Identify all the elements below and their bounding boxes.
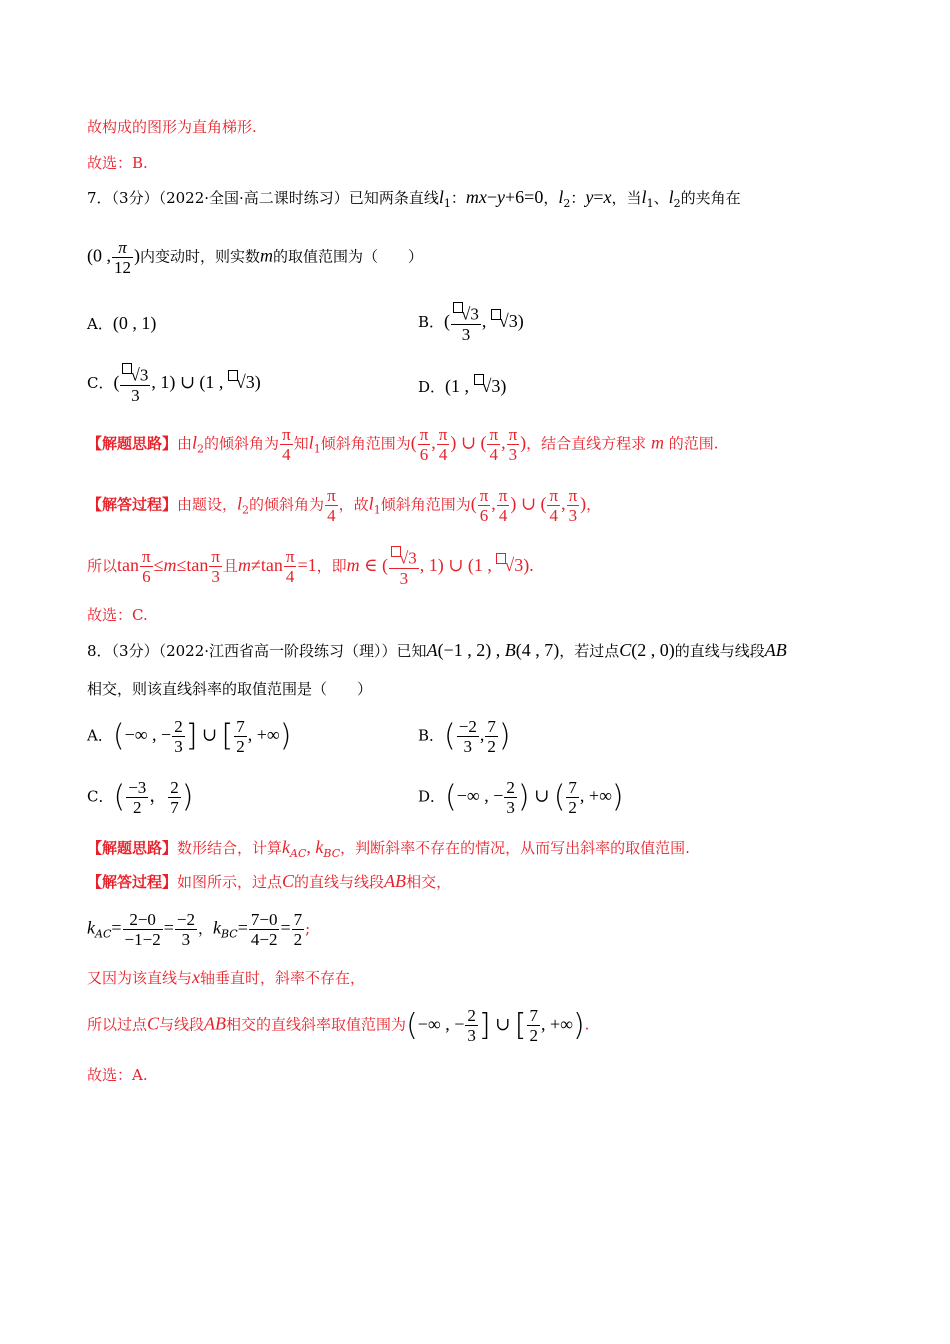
q7-answer: 故选：C. bbox=[87, 606, 148, 624]
q7-option-label: C． bbox=[87, 373, 114, 392]
q8-stem-line2: 相交，则该直线斜率的取值范围是（ ） bbox=[87, 680, 373, 698]
q7-idea-text: 的倾斜角为 bbox=[204, 434, 280, 453]
q7-m: m bbox=[260, 245, 274, 266]
q7-option-label: A． bbox=[87, 315, 113, 333]
q7-score: （3分） bbox=[111, 189, 159, 207]
q7-process-text: ，故 bbox=[338, 495, 369, 514]
q8-option-d[interactable]: D．(−∞ , − $\frac{2}{3}$ ) ∪ ( $\frac{7}{2}$ , +∞) bbox=[418, 778, 624, 817]
q7-process-line1: 【解答过程】由题设，$l_2$的倾斜角为 $\frac{\pi}{4}$ ，故$l_1$倾斜角范围为( $\frac{\pi}{6}$ , $\frac{\pi}{4}$ ) ∪ ( $\frac{\pi}{4}$ , $\frac{\pi}{3}$ )， bbox=[87, 486, 602, 525]
q8-idea-text: ，判断斜率不存在的情况，从而写出斜率的取值范围. bbox=[340, 839, 690, 857]
q7-option-c[interactable]: C．( $\frac{√3}{3}$ , 1) ∪ (1 , √3) bbox=[87, 363, 261, 405]
q8-idea-tag: 【解题思路】 bbox=[87, 839, 178, 857]
q8-option-a[interactable]: A．(−∞ , − $\frac{2}{3}$ ] ∪ [ $\frac{7}{2}$ , +∞) bbox=[87, 717, 292, 756]
q7-idea-text: ，结合直线方程求 bbox=[526, 434, 647, 453]
q8-process-line4: 所以过点C与线段AB相交的直线斜率取值范围为(−∞ , − $\frac{2}{3}$ ] ∪ [ $\frac{7}{2}$ , +∞). bbox=[87, 1006, 590, 1045]
q7-option-d[interactable]: D．(1 , √3) bbox=[418, 376, 507, 396]
q8-option-label: D． bbox=[418, 787, 446, 806]
q8-process-text: 轴垂直时，斜率不存在， bbox=[200, 969, 366, 987]
prev-conclusion: 故构成的图形为直角梯形. bbox=[87, 118, 257, 136]
q7-idea: 【解题思路】由$l_2$的倾斜角为 $\frac{\pi}{4}$ 知$l_1$倾斜角范围为( $\frac{\pi}{6}$ , $\frac{\pi}{4}$ ) ∪ ( $\frac{\pi}{4}$ , $\frac{\pi}{3}$ )，结合直线方程求 m 的范围. bbox=[87, 425, 719, 464]
q8-process-text: 与线段 bbox=[159, 1015, 205, 1034]
q7-source: （2022·全国·高二课时练习） bbox=[158, 189, 349, 207]
q7-l2: l bbox=[558, 187, 564, 207]
q7-option-b[interactable]: B．( $\frac{√3}{3}$ , √3) bbox=[418, 302, 524, 344]
q7-text: 的夹角在 bbox=[680, 189, 741, 207]
q7-idea-text: 倾斜角范围为 bbox=[320, 434, 411, 453]
q7-text: 内变动时，则实数 bbox=[140, 247, 261, 266]
q7-idea-text: 的范围. bbox=[668, 434, 719, 453]
q8-process-line1: 【解答过程】如图所示，过点C的直线与线段AB相交， bbox=[87, 871, 452, 891]
q8-text: ，若过点 bbox=[559, 642, 620, 660]
q7-l1: l bbox=[438, 187, 444, 207]
q7-idea-text: 由 bbox=[177, 434, 193, 453]
q8-option-label: C． bbox=[87, 787, 114, 806]
q8-idea-text: 数形结合，计算 bbox=[177, 839, 283, 857]
q8-process-line3: 又因为该直线与x轴垂直时，斜率不存在， bbox=[87, 967, 366, 987]
q8-source: （2022·江西省高一阶段练习（理）） bbox=[158, 642, 397, 660]
q8-option-c[interactable]: C．( $\frac{-3}{2}$ ， $\frac{2}{7}$ ) bbox=[87, 778, 194, 817]
q8-stem-line1: 8．（3分）（2022·江西省高一阶段练习（理））已知A(−1 , 2) , B(4 , 7)，若过点C(2 , 0)的直线与线段AB bbox=[87, 640, 787, 660]
q8-number: 8． bbox=[87, 642, 112, 660]
q7-process-text: 的倾斜角为 bbox=[249, 495, 325, 514]
q8-option-label: B． bbox=[418, 726, 445, 745]
q8-process-text: 又因为该直线与 bbox=[87, 969, 193, 987]
prev-answer: 故选：B. bbox=[87, 154, 148, 172]
q8-text: 已知 bbox=[396, 642, 427, 660]
q7-text: 已知两条直线 bbox=[348, 189, 439, 207]
q7-option-label: B． bbox=[418, 312, 445, 331]
q8-process-tag: 【解答过程】 bbox=[87, 873, 178, 891]
q8-score: （3分） bbox=[111, 642, 159, 660]
q7-option-a[interactable]: A．(0 , 1) bbox=[87, 313, 157, 333]
q8-idea: 【解题思路】数形结合，计算$k_{AC}$, $k_{BC}$，判断斜率不存在的情况，从而写出斜率的取值范围. bbox=[87, 837, 690, 860]
q7-text: ，当 bbox=[611, 189, 642, 207]
q7-option-label: D． bbox=[418, 378, 446, 396]
q8-text: 的直线与线段 bbox=[674, 642, 765, 660]
q7-number: 7． bbox=[87, 189, 112, 207]
q7-stem-line2: (0 , $\frac{\pi}{12}$ )内变动时，则实数m的取值范围为（ ） bbox=[87, 238, 424, 277]
q7-process-tag: 【解答过程】 bbox=[87, 495, 178, 514]
q8-answer: 故选：A. bbox=[87, 1066, 148, 1084]
q7-process-text: 且 bbox=[222, 556, 238, 575]
q7-process-text: 由题设， bbox=[177, 495, 238, 514]
q7-stem-line1: 7．（3分）（2022·全国·高二课时练习）已知两条直线$l_1$：mx−y+6=0，$l_2$：y=x，当$l_1$、$l_2$的夹角在 bbox=[87, 187, 741, 210]
q8-option-label: A． bbox=[87, 726, 113, 745]
q7-process-text: 所以 bbox=[87, 556, 118, 575]
q8-process-text: 相交的直线斜率取值范围为 bbox=[226, 1015, 407, 1034]
q8-ab: AB bbox=[764, 640, 787, 660]
q7-idea-tag: 【解题思路】 bbox=[87, 434, 178, 453]
q7-idea-text: 知 bbox=[293, 434, 309, 453]
q8-process-text: 的直线与线段 bbox=[294, 873, 385, 891]
q7-process-line2: 所以tan $\frac{\pi}{6}$ ≤m≤tan $\frac{\pi}{3}$ 且m≠tan $\frac{\pi}{4}$ =1，即m ∈ ( $\frac{√3}{3}$ , 1) ∪ (1 , √3). bbox=[87, 547, 534, 588]
q8-process-text: 如图所示，过点 bbox=[177, 873, 283, 891]
q8-process-text: 相交， bbox=[406, 873, 452, 891]
q8-process-line2: $k_{AC}=$ $\frac{2-0}{-1-2}$ = $\frac{-2}{3}$ ，$k_{BC}=$ $\frac{7-0}{4-2}$ = $\frac{7}{2}$ ; bbox=[87, 910, 311, 949]
q7-text: 的取值范围为（ ） bbox=[273, 247, 424, 266]
q8-process-text: 所以过点 bbox=[87, 1015, 148, 1034]
q8-option-b[interactable]: B．( $\frac{-2}{3}$ , $\frac{7}{2}$ ) bbox=[418, 717, 511, 756]
q7-process-text: ，即 bbox=[316, 556, 347, 575]
q7-process-text: 倾斜角范围为 bbox=[380, 495, 471, 514]
